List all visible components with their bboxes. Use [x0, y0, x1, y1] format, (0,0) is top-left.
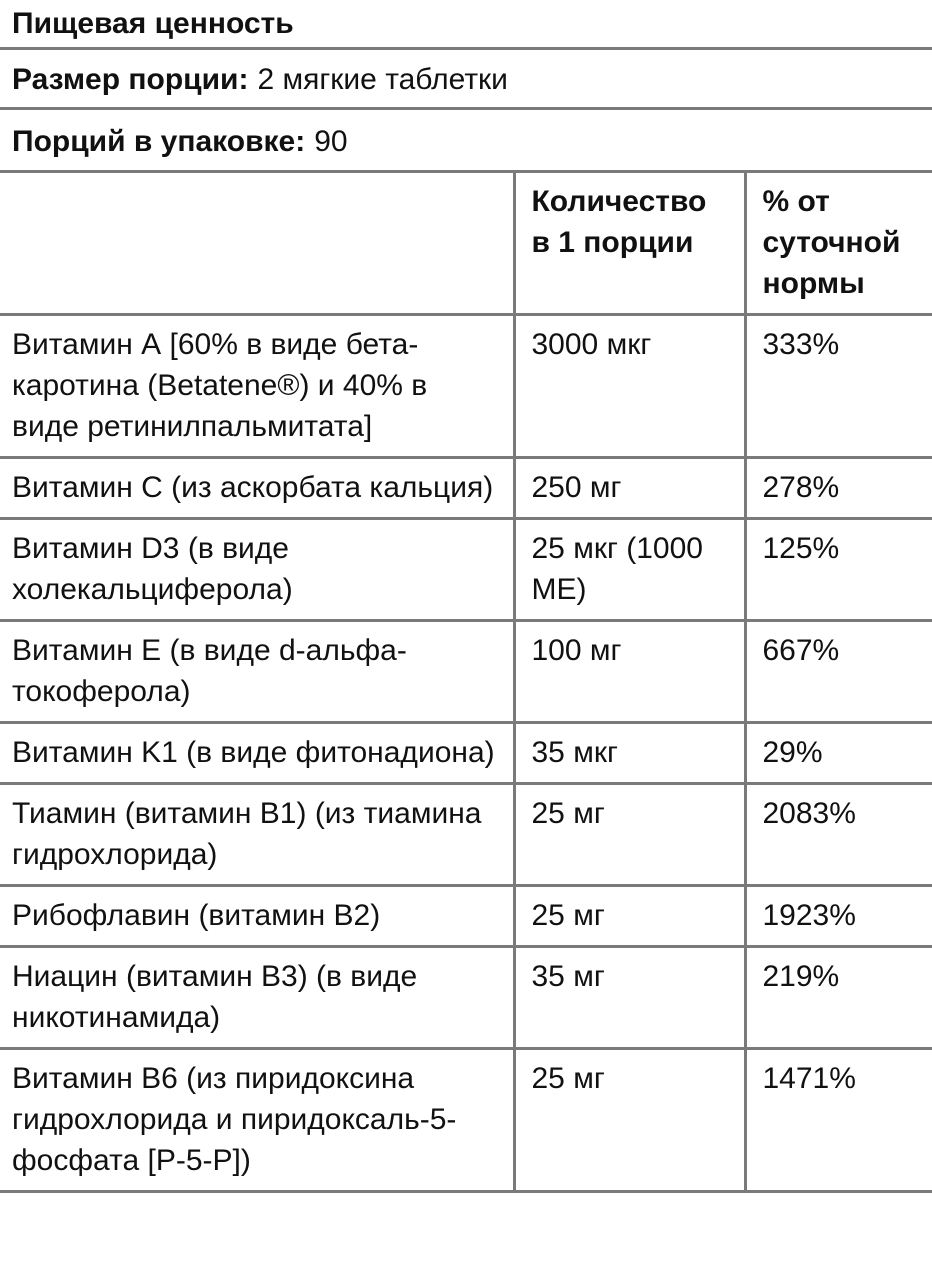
header-nutrient-column: [0, 172, 514, 315]
nutrient-amount: 100 мг: [514, 621, 745, 723]
nutrient-name: Витамин K1 (в виде фитонадиона): [0, 723, 514, 784]
header-amount-per-serving: Количество в 1 порции: [514, 172, 745, 315]
servings-per-container-label: Порций в упаковке:: [12, 124, 306, 158]
nutrient-amount: 250 мг: [514, 458, 745, 519]
table-row: [0, 784, 932, 886]
nutrients-table: [0, 170, 932, 1193]
table-row: [0, 947, 932, 1049]
nutrient-amount: 35 мкг: [514, 723, 745, 784]
nutrient-amount: 25 мг: [514, 784, 745, 886]
nutrient-name: Витамин B6 (из пиридоксина гидрохлорида и пиридоксаль-5-фосфата [P-5-P]): [0, 1049, 514, 1192]
table-row: [0, 886, 932, 947]
table-row: [0, 519, 932, 621]
nutrient-daily-value: 125%: [745, 519, 932, 621]
nutrient-daily-value: 1923%: [745, 886, 932, 947]
table-row: [0, 458, 932, 519]
nutrition-title-row: [0, 0, 932, 50]
nutrient-name: Витамин D3 (в виде холекальциферола): [0, 519, 514, 621]
nutrient-amount: 25 мкг (1000 МЕ): [514, 519, 745, 621]
serving-size-label: Размер порции:: [12, 63, 249, 96]
nutrient-amount: 25 мг: [514, 886, 745, 947]
nutrient-name: Витамин А [60% в виде бета-каротина (Betatene®) и 40% в виде ретинилпальмитата]: [0, 315, 514, 458]
table-row: [0, 723, 932, 784]
nutrition-title: Пищевая ценность: [12, 7, 294, 40]
nutrient-daily-value: 667%: [745, 621, 932, 723]
table-header-row: [0, 172, 932, 315]
header-daily-value: % от суточной нормы: [745, 172, 932, 315]
nutrient-name: Витамин C (из аскорбата кальция): [0, 458, 514, 519]
servings-per-container-row: [0, 110, 932, 170]
nutrient-daily-value: 278%: [745, 458, 932, 519]
nutrient-amount: 25 мг: [514, 1049, 745, 1192]
nutrient-name: Рибофлавин (витамин B2): [0, 886, 514, 947]
table-row: [0, 1049, 932, 1192]
nutrient-name: Витамин E (в виде d-альфа-токоферола): [0, 621, 514, 723]
nutrient-daily-value: 2083%: [745, 784, 932, 886]
table-row: [0, 621, 932, 723]
servings-per-container-value: 90: [314, 124, 348, 158]
nutrient-name: Ниацин (витамин B3) (в виде никотинамида): [0, 947, 514, 1049]
nutrient-daily-value: 29%: [745, 723, 932, 784]
table-row: [0, 315, 932, 458]
nutrient-amount: 35 мг: [514, 947, 745, 1049]
nutrient-amount: 3000 мкг: [514, 315, 745, 458]
serving-size-value: 2 мягкие таблетки: [257, 63, 508, 96]
serving-size-row: [0, 50, 932, 110]
nutrient-name: Тиамин (витамин B1) (из тиамина гидрохлорида): [0, 784, 514, 886]
nutrient-daily-value: 1471%: [745, 1049, 932, 1192]
nutrient-daily-value: 333%: [745, 315, 932, 458]
nutrient-daily-value: 219%: [745, 947, 932, 1049]
